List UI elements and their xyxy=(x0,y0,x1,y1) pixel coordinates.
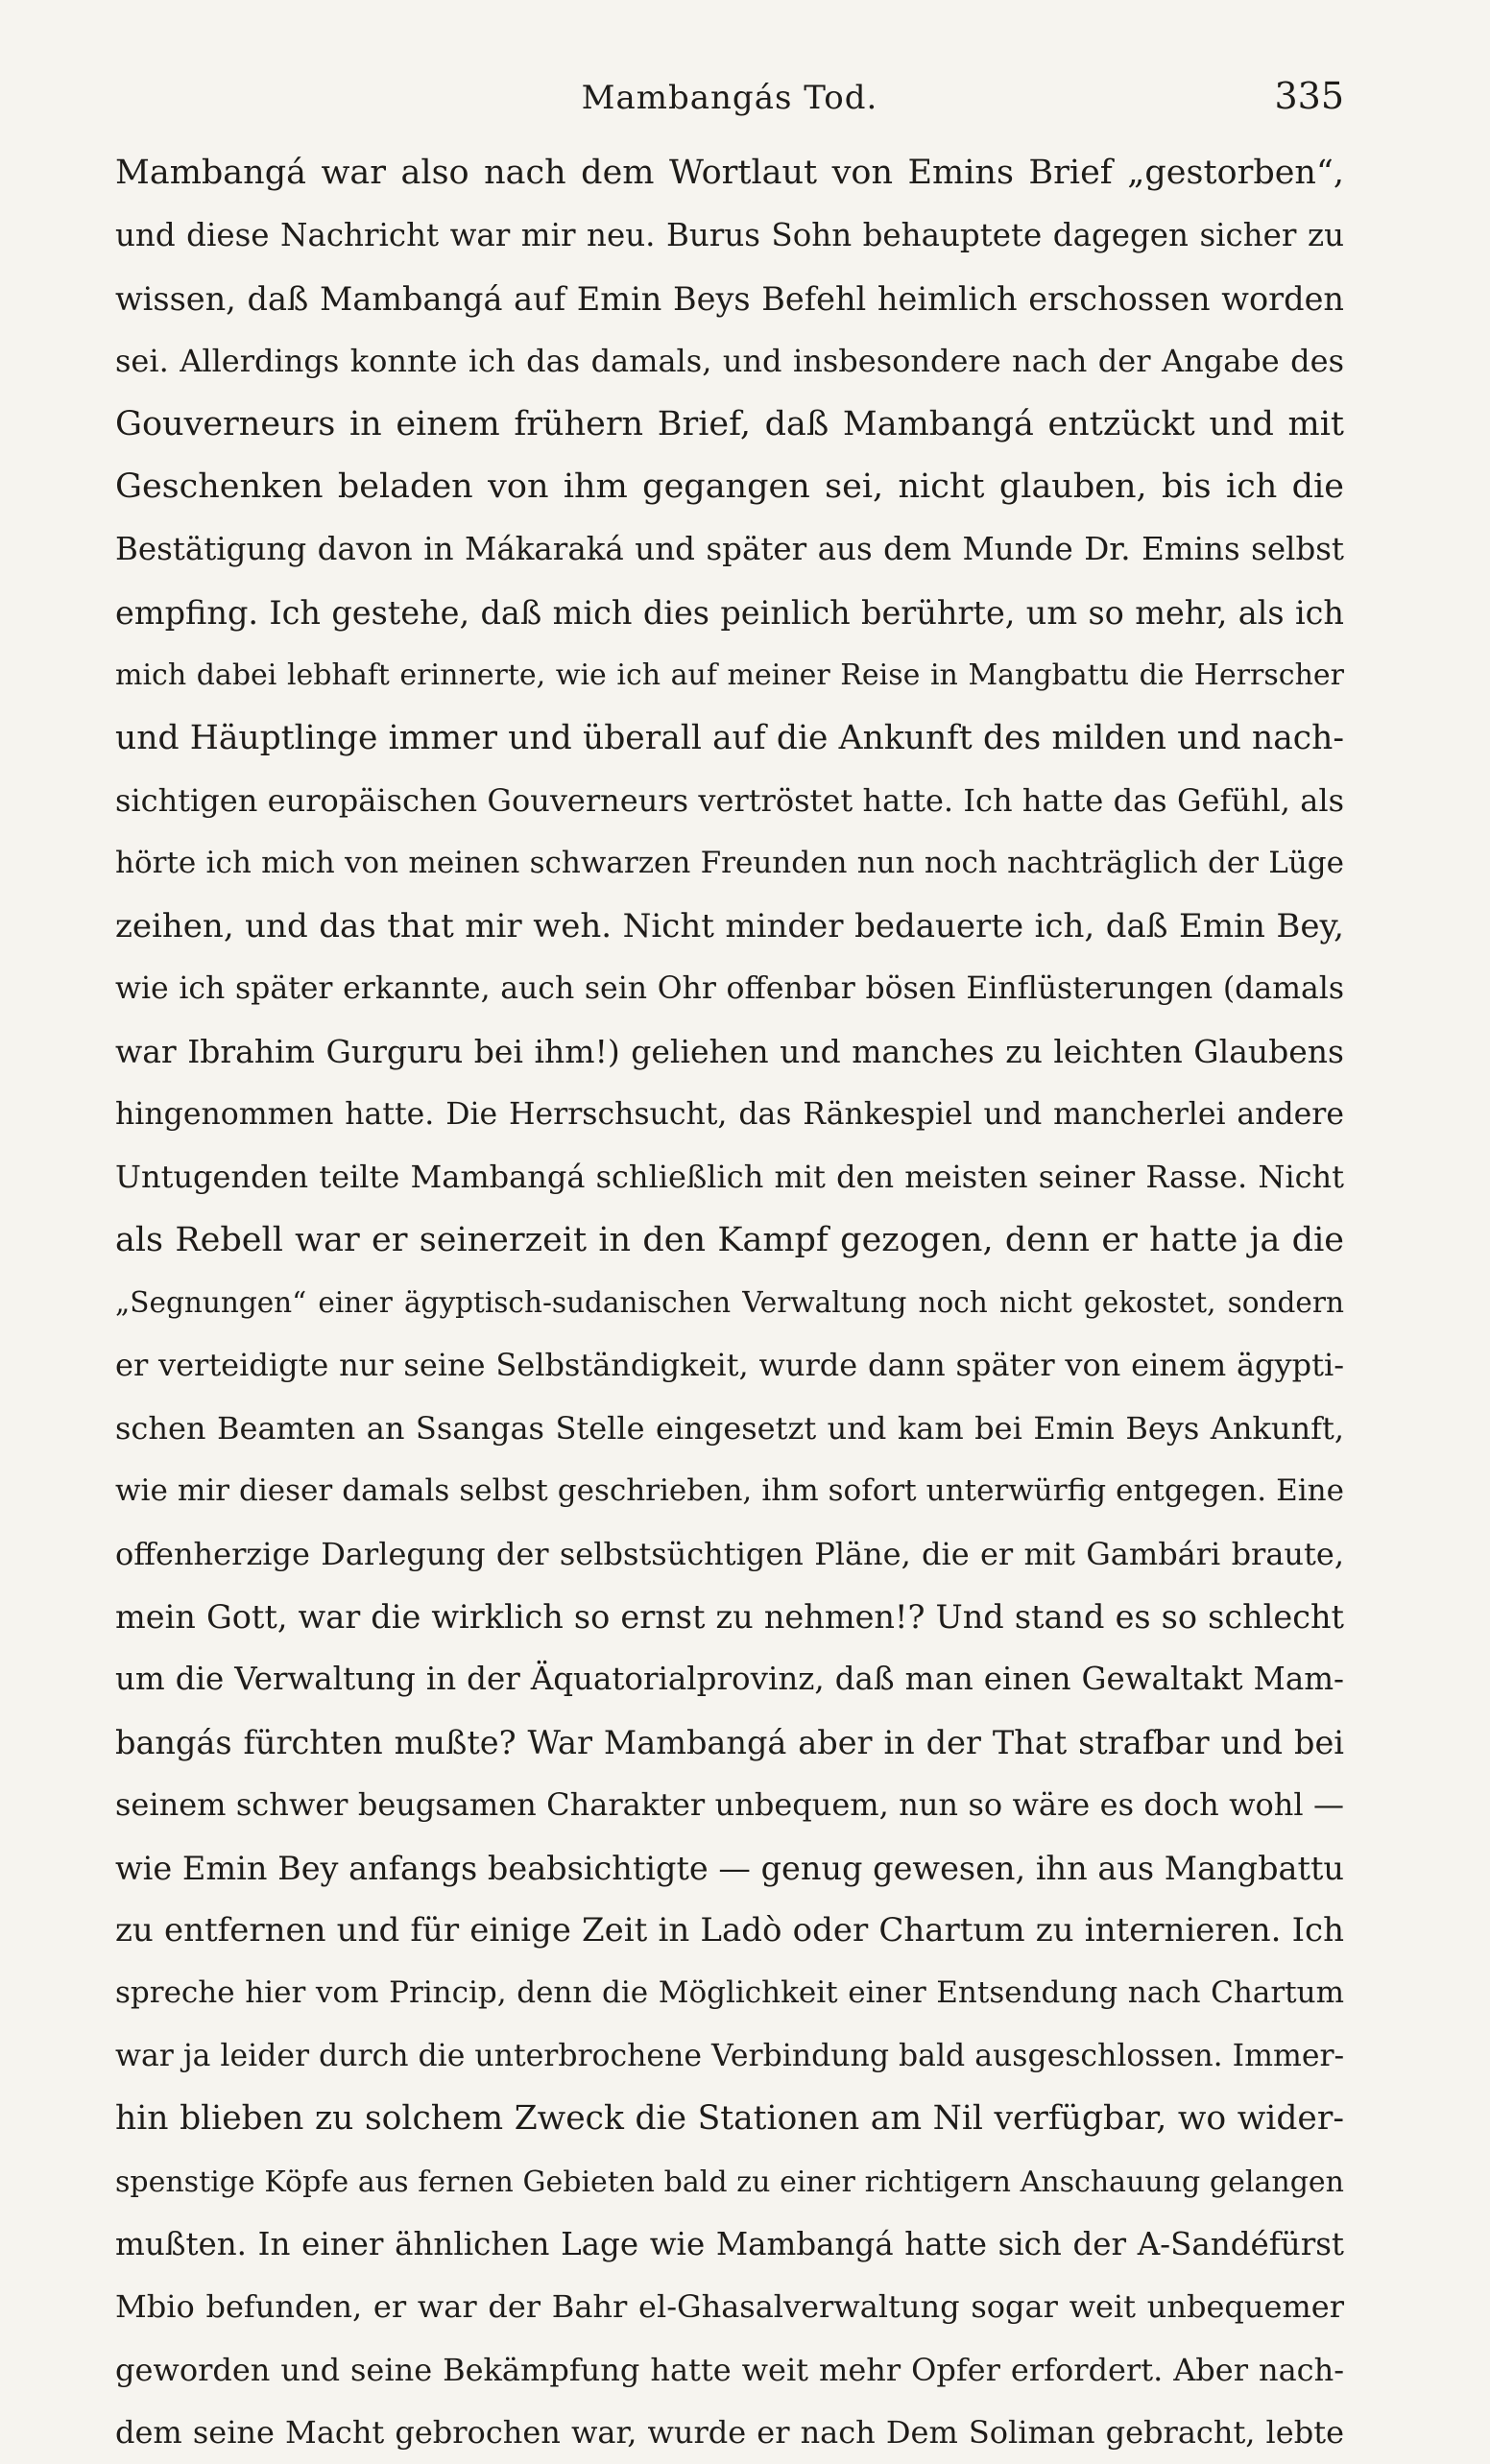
text-line: seinem schwer beugsamen Charakter unbequem, nun so wäre es doch wohl — xyxy=(115,1786,1344,1824)
text-line: dem seine Macht gebrochen war, wurde er nach Dem Soliman gebracht, lebte xyxy=(115,2414,1344,2452)
text-line: Bestätigung davon in Mákaraká und später aus dem Munde Dr. Emins selbst xyxy=(115,531,1344,568)
text-line: war ja leider durch die unterbrochene Verbindung bald ausgeschlossen. Immer- xyxy=(115,2038,1344,2073)
text-line: schen Beamten an Ssangas Stelle eingesetzt und kam bei Emin Beys Ankunft, xyxy=(115,1409,1344,1447)
text-line: Geschenken beladen von ihm gegangen sei, nicht glauben, bis ich die xyxy=(115,466,1344,506)
text-line: sei. Allerdings konnte ich das damals, und insbesondere nach der Angabe des xyxy=(115,343,1344,380)
body-text xyxy=(115,142,1344,2464)
text-line: wissen, daß Mambangá auf Emin Beys Befehl heimlich erschossen worden xyxy=(115,279,1344,318)
text-line: sichtigen europäischen Gouverneurs vertröstet hatte. Ich hatte das Gefühl, als xyxy=(115,781,1344,819)
text-line: spreche hier vom Princip, denn die Möglichkeit einer Entsendung nach Chartum xyxy=(115,1975,1344,2011)
page-number: 335 xyxy=(1274,75,1344,117)
text-line: geworden und seine Bekämpfung hatte weit mehr Opfer erfordert. Aber nach- xyxy=(115,2351,1344,2388)
text-line: spenstige Köpfe aus fernen Gebieten bald zu einer richtigern Anschauung gelangen xyxy=(115,2165,1344,2199)
text-line: als Rebell war er seinerzeit in den Kampf gezogen, denn er hatte ja die xyxy=(115,1220,1344,1259)
text-line: hörte ich mich von meinen schwarzen Freunden nun noch nachträglich der Lüge xyxy=(115,846,1344,881)
running-head: Mambangás Tod. xyxy=(581,79,878,117)
text-line: zu entfernen und für einige Zeit in Ladò oder Chartum zu internieren. Ich xyxy=(115,1910,1344,1950)
text-line: und Häuptlinge immer und überall auf die Ankunft des milden und nach- xyxy=(115,718,1344,757)
text-line: mein Gott, war die wirklich so ernst zu nehmen!? Und stand es so schlecht xyxy=(115,1597,1344,1636)
text-line: wie Emin Bey anfangs beabsichtigte — genug gewesen, ihn aus Mangbattu xyxy=(115,1849,1344,1887)
text-line: bangás fürchten mußte? War Mambangá aber in der That strafbar und bei xyxy=(115,1723,1344,1761)
page-header xyxy=(115,69,1344,127)
text-line: mußten. In einer ähnlichen Lage wie Mambangá hatte sich der A-Sandéfürst xyxy=(115,2225,1344,2262)
text-line: wie mir dieser damals selbst geschrieben, ihm sofort unterwürfig entgegen. Eine xyxy=(115,1473,1344,1509)
text-line: war Ibrahim Gurguru bei ihm!) geliehen und manches zu leichten Glaubens xyxy=(115,1033,1344,1071)
text-line: und diese Nachricht war mir neu. Burus Sohn behauptete dagegen sicher zu xyxy=(115,217,1344,254)
text-line: hingenommen hatte. Die Herrschsucht, das Ränkespiel und mancherlei andere xyxy=(115,1096,1344,1132)
text-line: „Segnungen“ einer ägyptisch-sudanischen Verwaltung noch nicht gekostet, sondern xyxy=(115,1286,1344,1320)
text-line: mich dabei lebhaft erinnerte, wie ich auf meiner Reise in Mangbattu die Herrscher xyxy=(115,658,1344,693)
text-line: Mbio befunden, er war der Bahr el-Ghasalverwaltung sogar weit unbequemer xyxy=(115,2288,1344,2326)
text-line: zeihen, und das that mir weh. Nicht minder bedauerte ich, daß Emin Bey, xyxy=(115,906,1344,945)
text-line: offenherzige Darlegung der selbstsüchtigen Pläne, die er mit Gambári braute, xyxy=(115,1535,1344,1572)
text-line: Untugenden teilte Mambangá schließlich mit den meisten seiner Rasse. Nicht xyxy=(115,1159,1344,1196)
text-line: Gouverneurs in einem frühern Brief, daß Mambangá entzückt und mit xyxy=(115,404,1344,443)
text-line: um die Verwaltung in der Äquatorialprovinz, daß man einen Gewaltakt Mam- xyxy=(115,1661,1344,1698)
text-line: hin blieben zu solchem Zweck die Stationen am Nil verfügbar, wo wider- xyxy=(115,2099,1344,2139)
text-line: empfing. Ich gestehe, daß mich dies peinlich berührte, um so mehr, als ich xyxy=(115,593,1344,632)
text-line: Mambangá war also nach dem Wortlaut von Emins Brief „gestorben“, xyxy=(115,154,1344,192)
text-line: wie ich später erkannte, auch sein Ohr offenbar bösen Einflüsterungen (damals xyxy=(115,971,1344,1007)
text-line: er verteidigte nur seine Selbständigkeit, wurde dann später von einem ägypti- xyxy=(115,1347,1344,1384)
